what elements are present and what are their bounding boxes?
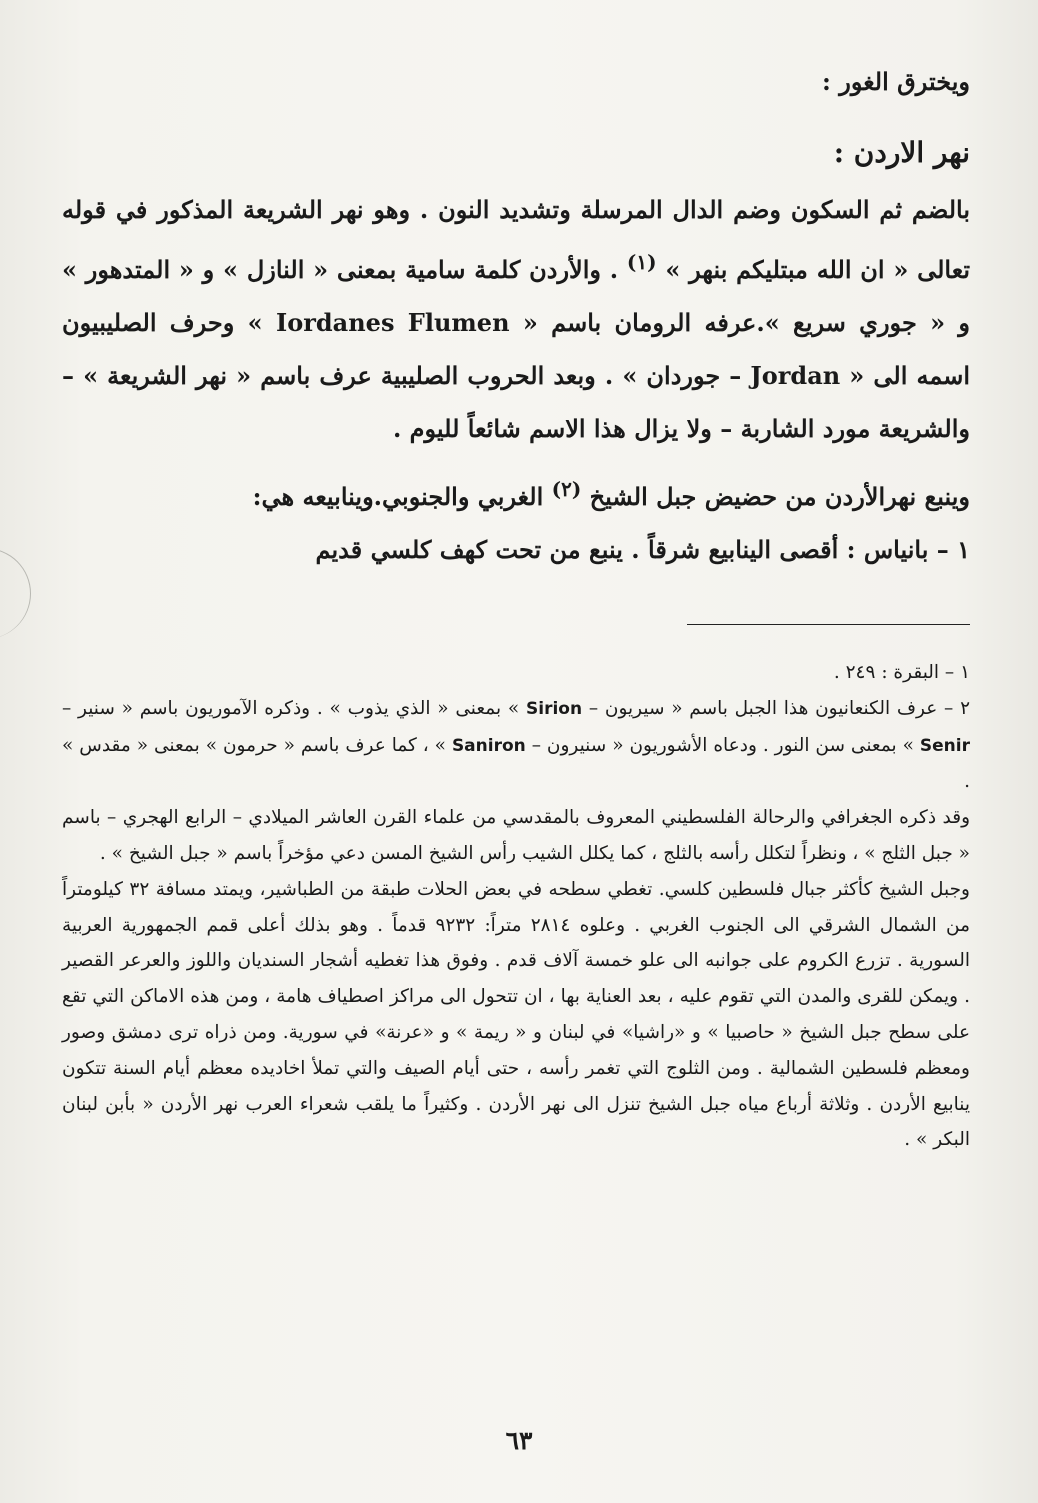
paragraph-text: – جوردان » . وبعد الحروب الصليبية عرف باسم « نهر الشريعة » – والشريعة مورد الشاربة – ولا يزال هذا الاسم شائعاً لليوم . [62,361,970,443]
main-text [62,55,970,576]
page-number: ٦٣ [505,1426,533,1455]
binding-curve-mark [0,548,31,639]
paragraph-sources [62,463,970,523]
section-heading: نهر الاردن : [833,136,970,169]
footnote-text: » بمعنى سن النور . ودعاه الأشوريون « سنيرون – [531,734,914,756]
latin-term: Iordanes [276,308,395,337]
latin-term: Jordan [750,361,841,390]
footnote-text: » ، كما عرف باسم « حرمون » بمعنى « مقدس » . [62,734,970,793]
intro-line: ويخترق الغور : [822,67,970,96]
paragraph-text: الغربي والجنوبي.وينابيعه هي: [252,482,544,511]
list-item-banias: ١ – بانياس : أقصى الينابيع شرقاً . ينبع من تحت كهف كلسي قديم [315,535,970,564]
footnote-muqaddasi: وقد ذكره الجغرافي والرحالة الفلسطيني المعروف بالمقدسي من علماء القرن العاشر الميلادي – الرابع الهجري – باسم « جبل الثلج » ، ونظراً لتكلل رأسه بالثلج ، كما يكلل الشيب رأس الشيخ المسن دعي مؤخراً باسم « جبل الشيخ » . [62,807,970,864]
paragraph-jordan-name [62,183,970,455]
footnote-1: ١ – البقرة : ٢٤٩ . [833,662,970,683]
latin-term: Senir [919,735,970,756]
footnotes [62,655,970,1158]
latin-term: Sirion [526,698,583,719]
paragraph-text: » وحرف الصليبيون اسمه الى « [62,308,970,390]
page-content [62,55,970,1158]
latin-term: Flumen [407,308,510,337]
latin-term: Saniron [451,735,526,756]
footnote-text: ٢ – عرف الكنعانيون هذا الجبل باسم « سيريون – [588,697,970,719]
footnote-ref-2: (٢) [551,477,582,501]
footnote-text: » بمعنى « الذي يذوب » . وذكره الآموريون باسم « سنير – [62,697,520,719]
paragraph-text: وينبع نهرالأردن من حضيض جبل الشيخ [589,482,970,511]
footnote-mount-hermon: وجبل الشيخ كأكثر جبال فلسطين كلسي. تغطي سطحه في بعض الحلات طبقة من الطباشير، ويمتد مسافة ٣٢ كيلومتراً من الشمال الشرقي الى الجنوب الغربي . وعلوه ٢٨١٤ متراً: ٩٢٣٢ قدماً . وهو بذلك أعلى قمم الجمهورية العربية السورية . تزرع الكروم على جوانبه الى علو خمسة آلاف قدم . وفوق هذا تغطيه أشجار السنديان واللوز والعرعر القصير . ويمكن للقرى والمدن التي تقوم عليه ، بعد العناية بها ، ان تتحول الى مراكز اصطياف هامة ، ومن هذه الاماكن التي تقع على سطح جبل الشيخ « حاصبيا » و «راشيا» في لبنان و « ريمة » و «عرنة» في سورية. ومن ذراه ترى دمشق وصور ومعظم فلسطين الشمالية . ومن الثلوج التي تغمر رأسه ، حتى أيام الصيف والتي تملأ اخاديده معظم أيام السنة تتكون ينابيع الأردن . وثلاثة أرباع مياه جبل الشيخ تنزل الى نهر الأردن . وكثيراً ما يلقب شعراء العرب نهر الأردن « بأبن لبنان البكر » . [62,878,970,1151]
paragraph-text: . والأردن كلمة سامية بمعنى « النازل » و « المتدهور » و « جوري سريع ».عرفه الرومان باسم « [62,255,971,337]
footnote-divider [687,624,970,625]
paragraph-text: بالضم ثم السكون وضم الدال المرسلة وتشديد النون . وهو نهر الشريعة المذكور في قوله تعالى « ان الله مبتليكم بنهر » [62,195,970,284]
footnote-2 [62,691,970,800]
footnote-ref-1: (١) [626,250,657,274]
